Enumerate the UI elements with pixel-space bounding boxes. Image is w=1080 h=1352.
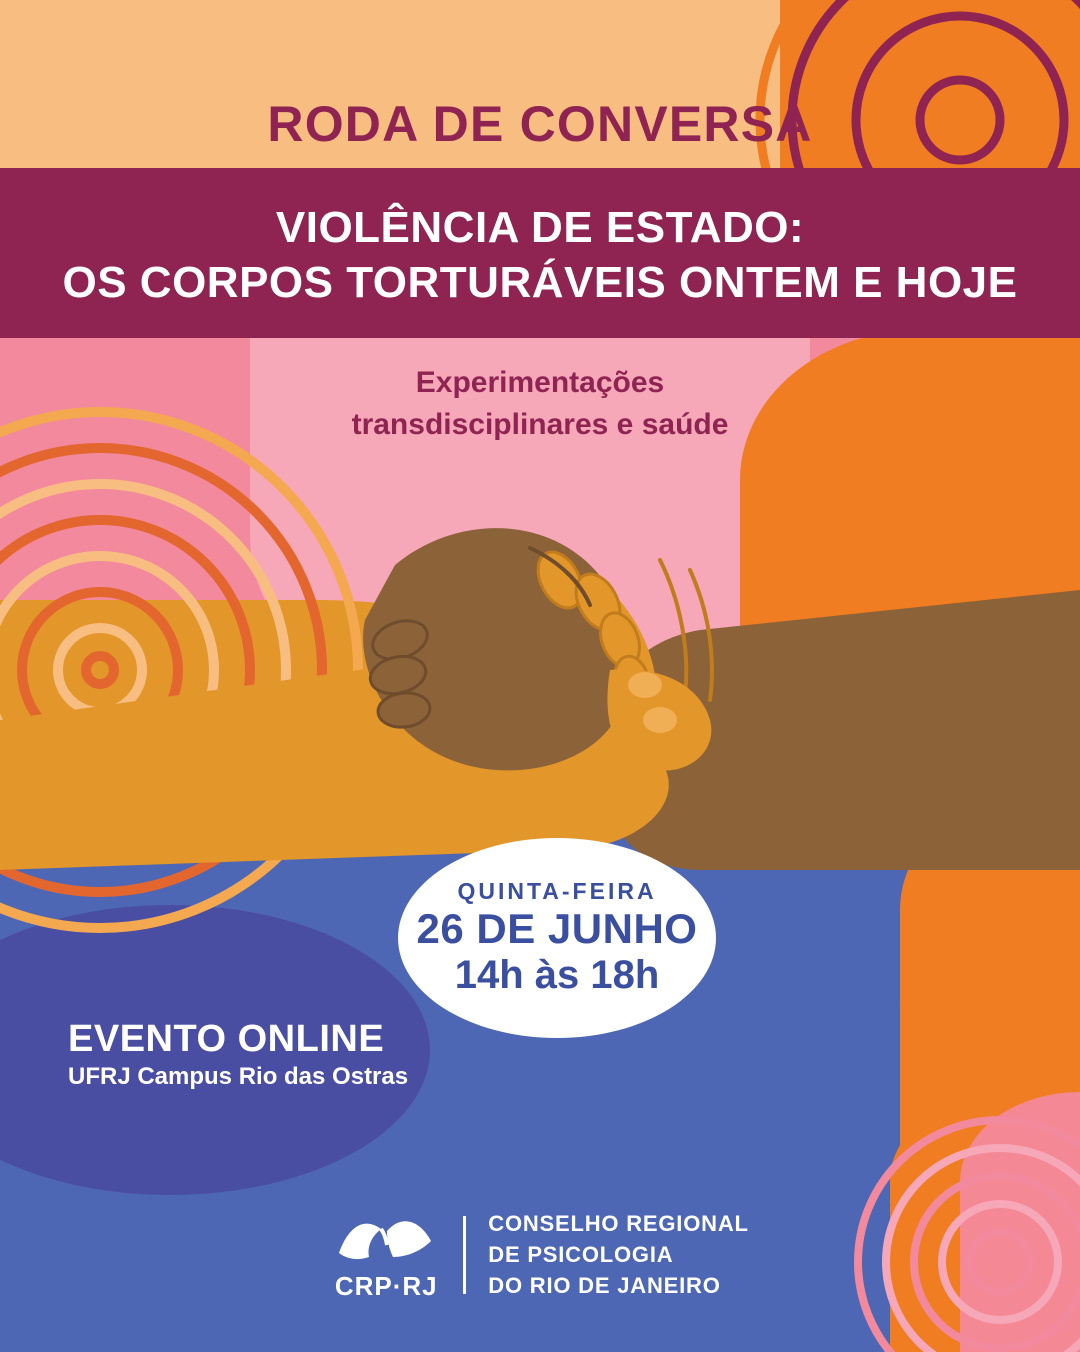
poster-title-line-2: OS CORPOS TORTURÁVEIS ONTEM E HOJE: [62, 258, 1018, 307]
logo-mark: [331, 1207, 441, 1302]
logo-acronym: CRP·RJ: [334, 1271, 438, 1301]
logo-line-2: DE PSICOLOGIA: [488, 1241, 674, 1267]
date-weekday: QUINTA-FEIRA: [457, 877, 657, 904]
poster-subtitle-line-2: transdisciplinares e saúde: [351, 408, 729, 441]
event-info: [68, 1018, 408, 1091]
open-book-icon: [331, 1207, 441, 1269]
date-badge: [398, 838, 716, 1038]
poster-subtitle-line-1: Experimentações: [415, 366, 665, 399]
poster-kicker: RODA DE CONVERSA: [267, 96, 813, 152]
date-time: 14h às 18h: [454, 953, 660, 998]
poster-title: [0, 200, 1080, 310]
date-day: 26 DE JUNHO: [416, 904, 698, 952]
logo-line-1: CONSELHO REGIONAL: [488, 1210, 749, 1236]
event-place: UFRJ Campus Rio das Ostras: [68, 1063, 409, 1090]
logo-line-3: DO RIO DE JANEIRO: [488, 1273, 721, 1299]
event-mode: EVENTO ONLINE: [68, 1018, 385, 1060]
poster-subtitle: [0, 362, 1080, 446]
poster-title-line-1: VIOLÊNCIA DE ESTADO:: [275, 203, 805, 252]
logo-divider: [463, 1216, 466, 1294]
logo-text: [488, 1208, 749, 1302]
clasped-hands-illustration: [0, 470, 1080, 890]
crp-rj-logo: [0, 1207, 1080, 1302]
